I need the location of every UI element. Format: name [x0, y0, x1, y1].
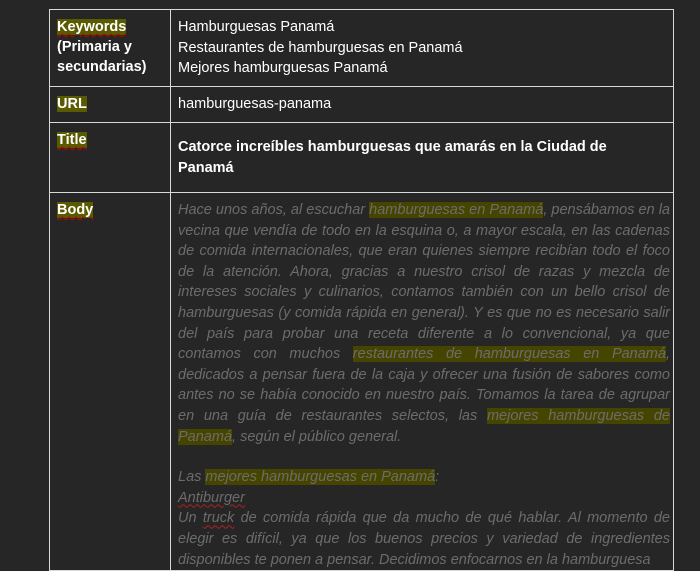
title-label: Title: [57, 132, 87, 148]
keyword-highlight: mejores hamburguesas en Panamá: [205, 469, 436, 486]
content-brief-table: [49, 9, 674, 571]
body-value-cell[interactable]: [171, 193, 674, 571]
title-row: [50, 123, 674, 193]
restaurant-description: Un truck de comida rápida que da mucho de qué hablar. Al momento de elegir es difícil, ya que los buenos precios y variedad de ingredientes disponibles te ponen a pensar. Decidimos enfocarnos en la hamburguesa: [178, 510, 670, 568]
url-value: hamburguesas-panama: [178, 96, 332, 112]
keyword-secondary-1: Restaurantes de hamburguesas en Panamá: [178, 39, 463, 56]
keywords-row: [50, 10, 674, 87]
url-row: [50, 87, 674, 123]
keywords-label: Keywords (Primaria y secundarias): [57, 19, 147, 75]
url-label-cell: [50, 87, 171, 123]
keyword-secondary-2: Mejores hamburguesas Panamá: [178, 60, 388, 76]
body-label: Body: [57, 202, 94, 218]
body-intro-paragraph: Hace unos años, al escuchar hamburguesas en Panamá, pensábamos en la vecina que vendía de todo en la esquina o, a mayor escala, en las cadenas de comida internacionales, que eran quienes siempre recibían todo el foco de la atención. Ahora, gracias a nuestro crisol de razas y mezcla de intereses sociales y culinarios, contamos también con un bello crisol de hamburguesas (y comida rápida en general). Y es que no es necesario salir del país para probar una receta diferente a lo convencional, ya que contamos con muchos restaurantes de hamburguesas en Panamá, dedicados a pensar fuera de la caja y ofrecer una fusión de sabores como antes no se había conocido en nuestro país. Tomamos la tarea de agrupar en una guía de restaurantes selectos, las mejores hamburguesas de Panamá, según el público general.: [178, 202, 670, 445]
keywords-label-cell: [50, 10, 171, 87]
url-label: URL: [57, 96, 87, 112]
body-text: [171, 193, 673, 570]
section-heading: Las mejores hamburguesas en Panamá:: [178, 469, 440, 486]
keyword-highlight: hamburguesas en Panamá: [369, 202, 544, 218]
title-label-cell: [50, 123, 171, 193]
body-row: [50, 193, 674, 571]
keywords-list: [171, 10, 673, 79]
title-value-cell[interactable]: [171, 123, 674, 193]
url-value-cell[interactable]: [171, 87, 674, 123]
body-label-cell: [50, 193, 171, 571]
title-value: Catorce increíbles hamburguesas que amarás en la Ciudad de Panamá: [178, 139, 607, 176]
restaurant-name: Antiburger: [178, 489, 245, 506]
keyword-highlight: restaurantes de hamburguesas en Panamá: [352, 346, 666, 363]
keyword-primary: Hamburguesas Panamá: [178, 19, 335, 35]
keywords-value-cell[interactable]: [171, 10, 674, 87]
keyword-highlight: mejores hamburguesas de Panamá: [178, 407, 670, 445]
